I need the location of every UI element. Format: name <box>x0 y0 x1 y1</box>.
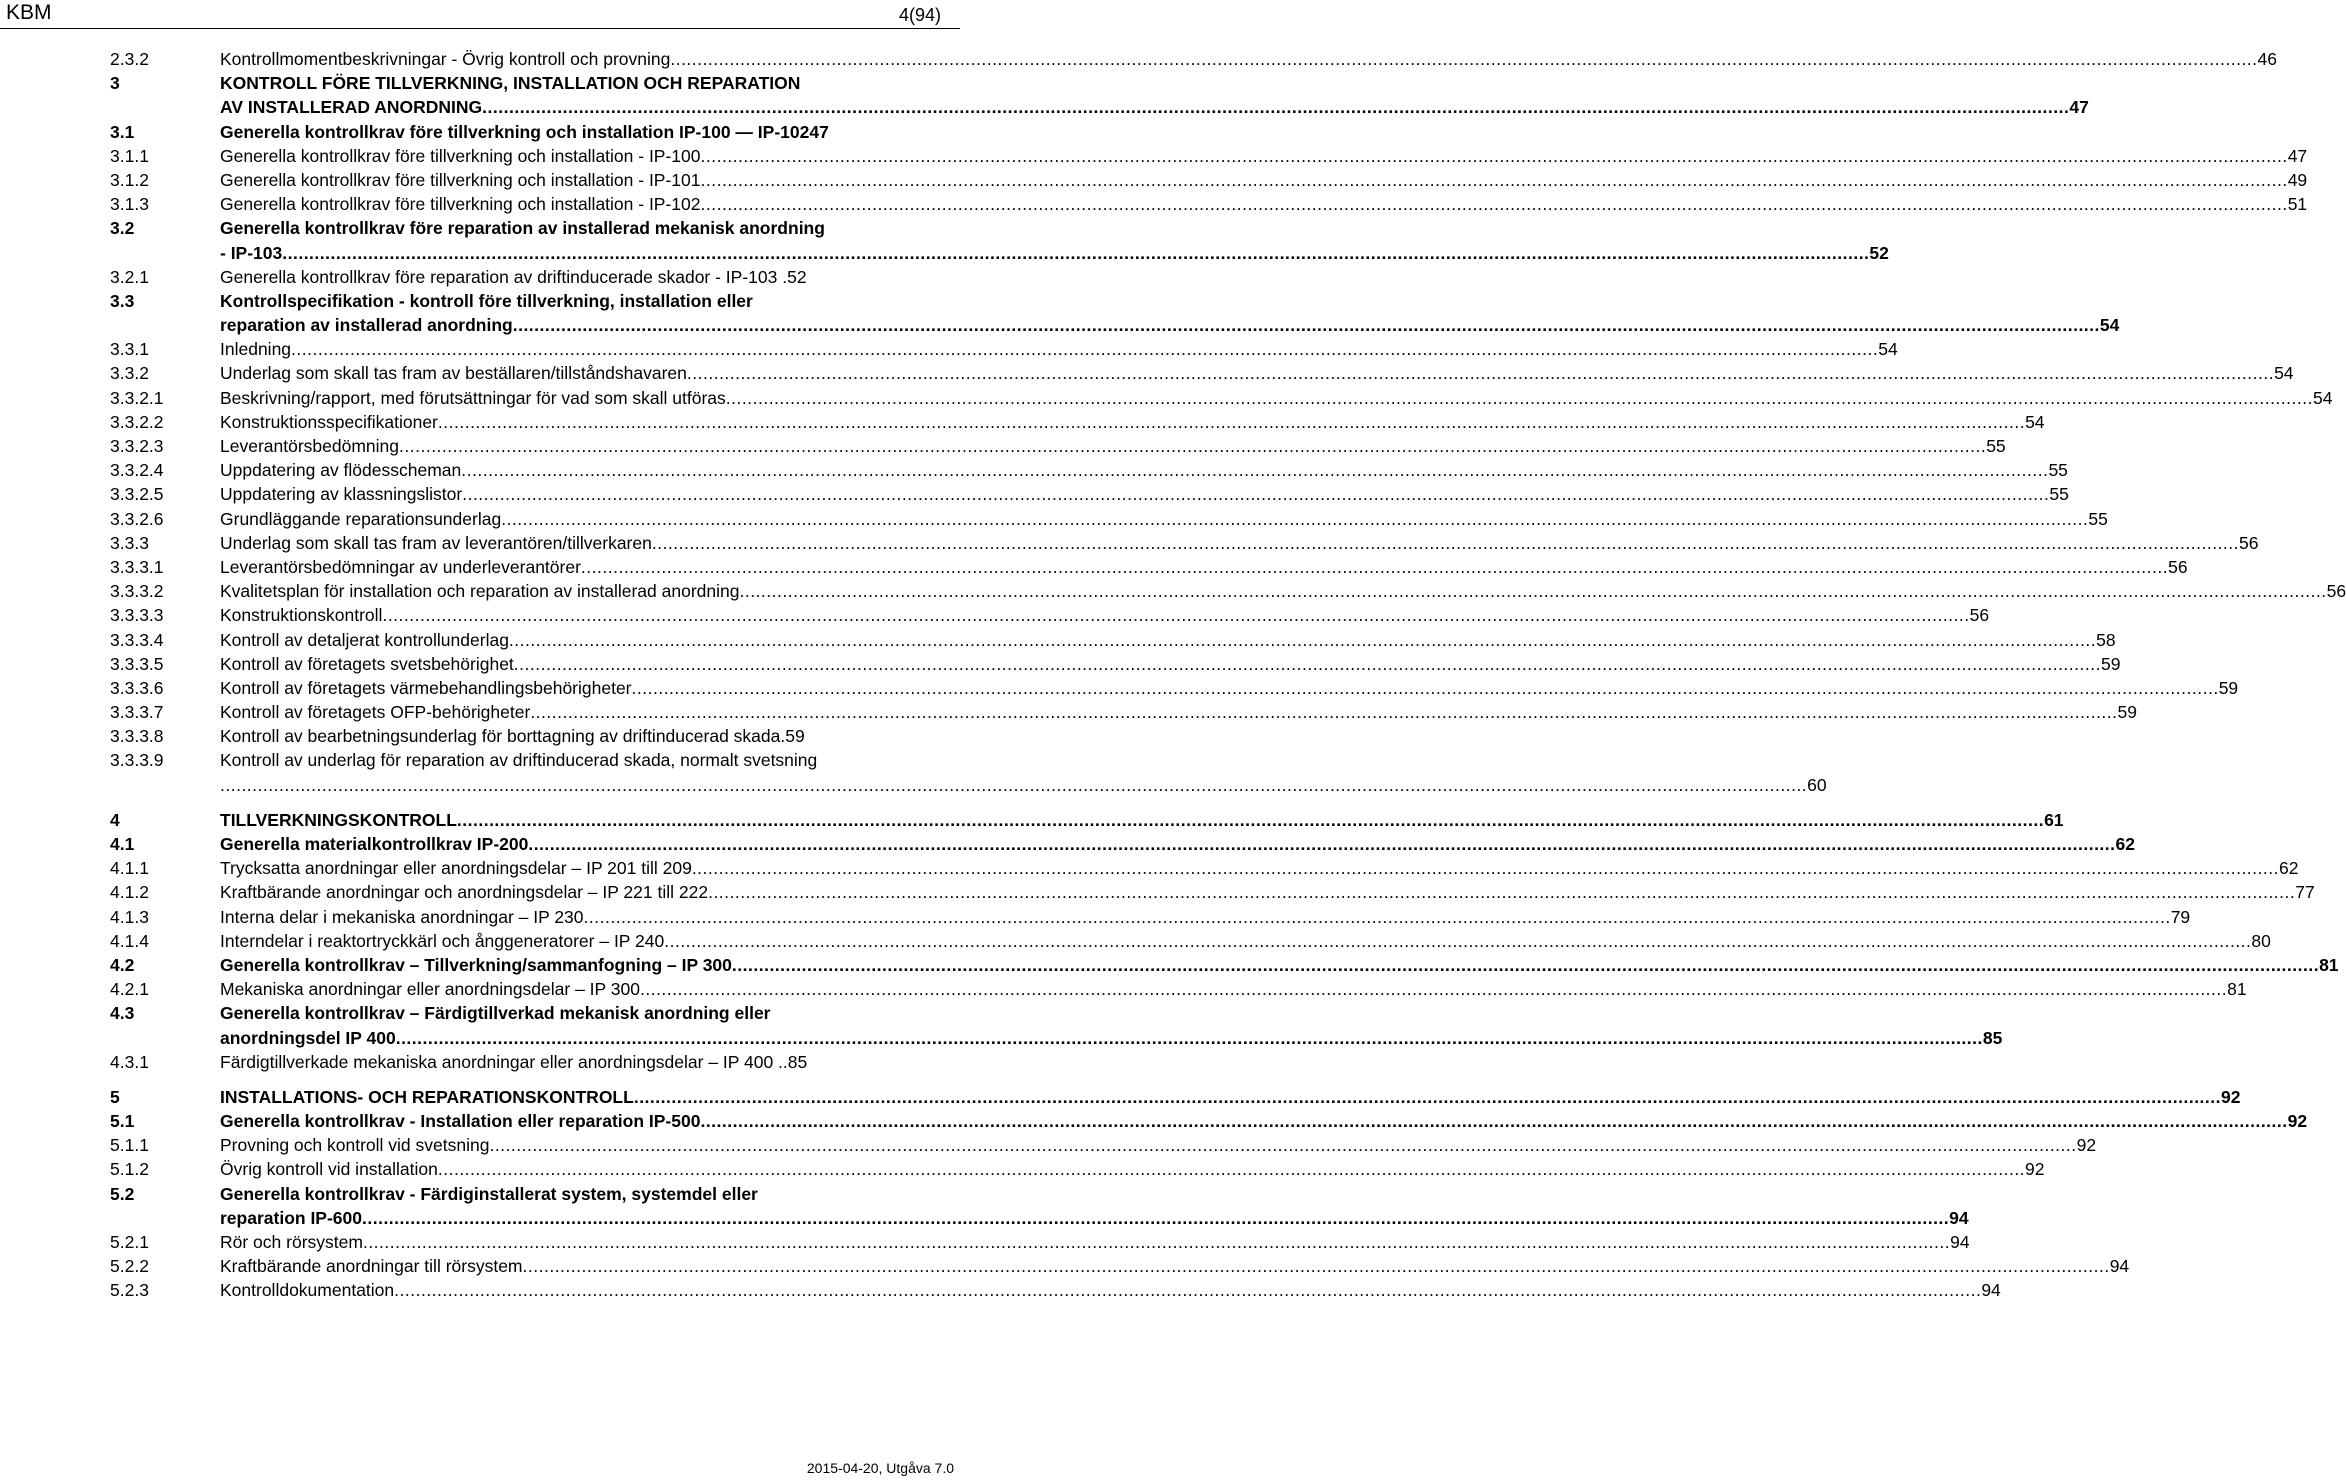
toc-entry-number: 5.2 <box>110 1183 135 1204</box>
toc-entry-number: 4.2 <box>110 954 135 975</box>
toc-entry-text-row <box>220 905 2191 929</box>
toc-entry-text-row <box>220 482 2069 506</box>
toc-entry[interactable] <box>110 507 2108 531</box>
toc-entry-title: Generella kontrollkrav före tillverkning och installation IP-100 — IP-10247 <box>220 121 829 142</box>
toc-leader-dots: ........................................................................................................................................................................................................................................................................................................ <box>530 702 2118 723</box>
toc-entry-number: 5.2.2 <box>110 1256 149 1277</box>
toc-leader-dots: ........................................................................................................................................................................................................................................................................................................ <box>580 556 2169 577</box>
toc-entry[interactable] <box>110 628 2116 652</box>
toc-entry-title: reparation IP-600 <box>220 1207 362 1228</box>
toc-entry[interactable] <box>110 265 924 289</box>
toc-entry-title: Kontroll av företagets svetsbehörighet <box>220 653 514 674</box>
toc-entry-title: Beskrivning/rapport, med förutsättningar för vad som skall utföras <box>220 387 726 408</box>
toc-entry-title: Kontrollmomentbeskrivningar - Övrig kontroll och provning <box>220 49 671 69</box>
toc-entry-number: 3.3.2.1 <box>110 387 164 408</box>
footer-date-edition: 2015-04-20, Utgåva 7.0 <box>806 1460 954 1476</box>
toc-entry-title: Uppdatering av flödesscheman <box>220 460 462 481</box>
toc-entry-page: 62 <box>2115 834 2135 854</box>
toc-entry[interactable] <box>110 929 2271 953</box>
toc-leader-dots: ........................................................................................................................................................................................................................................................................................................ <box>508 629 2097 650</box>
toc-entry-number: 3.3.2 <box>110 363 149 384</box>
toc-entry-title: Rör och rörsystem <box>220 1232 363 1252</box>
toc-entry-continuation[interactable] <box>110 773 1827 797</box>
toc-leader-dots: ........................................................................................................................................................................................................................................................................................................ <box>700 145 2288 166</box>
toc-entry[interactable] <box>110 458 2068 482</box>
toc-entry-number: 3.2 <box>110 218 135 239</box>
toc-entry[interactable] <box>110 410 2045 434</box>
toc-entry-continuation[interactable] <box>110 241 1889 265</box>
toc-entry[interactable] <box>110 856 2299 880</box>
toc-entry-number: 4.1.4 <box>110 930 149 951</box>
toc-entry-number: 3.3.2.4 <box>110 460 164 481</box>
toc-leader-dots: ........................................................................................................................................................................................................................................................................................................ <box>395 1027 1983 1048</box>
toc-entry-text-row <box>220 458 2068 482</box>
toc-entry-text-row <box>220 531 2259 555</box>
toc-leader-dots: ........................................................................................................................................................................................................................................................................................................ <box>220 774 1808 795</box>
toc-entry-text-row <box>220 47 2277 71</box>
toc-entry-continuation[interactable] <box>110 1206 1969 1230</box>
toc-leader-dots: ........................................................................................................................................................................................................................................................................................................ <box>739 581 2327 602</box>
toc-leader-dots: ........................................................................................................................................................................................................................................................................................................ <box>583 906 2171 927</box>
toc-entry-number: 4 <box>110 809 120 830</box>
toc-leader-dots: ........................................................................................................................................................................................................................................................................................................ <box>291 339 1879 360</box>
toc-entry[interactable] <box>110 1157 2045 1181</box>
toc-entry-text-row <box>220 434 2006 458</box>
toc-entry-number: 5.1 <box>110 1111 135 1132</box>
toc-entry-page: 85 <box>1982 1027 2003 1048</box>
toc-entry-number: 4.1.1 <box>110 858 149 879</box>
toc-entry-text-row <box>220 313 2120 337</box>
toc-entry-number: 3.1 <box>110 121 135 142</box>
toc-entry-title: Generella kontrollkrav före reparation av driftinducerade skador - IP-103 .52 <box>220 266 807 287</box>
toc-leader-dots: ........................................................................................................................................................................................................................................................................................................ <box>700 1111 2288 1132</box>
toc-entry-number: 5.2.1 <box>110 1232 149 1252</box>
toc-leader-dots: ........................................................................................................................................................................................................................................................................................................ <box>522 1256 2110 1277</box>
toc-entry-text-row <box>220 977 2247 1001</box>
toc-entry-number: 4.1.3 <box>110 906 149 927</box>
toc-entry-title: Kraftbärande anordningar till rörsystem <box>220 1256 523 1277</box>
toc-entry[interactable] <box>110 1182 924 1206</box>
toc-entry-title: Provning och kontroll vid svetsning <box>220 1135 490 1156</box>
toc-leader-dots: ........................................................................................................................................................................................................................................................................................................ <box>651 532 2240 553</box>
toc-entry-page: 55 <box>2088 508 2108 529</box>
toc-entry[interactable] <box>110 676 2239 700</box>
toc-leader-dots: ........................................................................................................................................................................................................................................................................................................ <box>394 1280 1982 1301</box>
toc-entry-text-row <box>220 241 1889 265</box>
toc-leader-dots: ........................................................................................................................................................................................................................................................................................................ <box>631 677 2219 698</box>
toc-entry-title: Interndelar i reaktortryckkärl och ånggeneratorer – IP 240 <box>220 930 665 951</box>
toc-leader-dots: ........................................................................................................................................................................................................................................................................................................ <box>456 809 2045 830</box>
toc-entry-text-row <box>220 144 2308 168</box>
toc-entry-title: - IP-103 <box>220 242 283 263</box>
toc-entry-title: Kvalitetsplan för installation och reparation av installerad anordning <box>220 581 740 602</box>
toc-entry[interactable] <box>110 579 2346 603</box>
toc-entry-number: 3.1.2 <box>110 169 149 190</box>
toc-entry-text-row <box>220 361 2294 385</box>
toc-entry-text-row <box>220 386 2333 410</box>
toc-entry-text-row <box>220 603 1990 627</box>
toc-entry-page: 54 <box>2274 363 2294 384</box>
toc-leader-dots: ........................................................................................................................................................................................................................................................................................................ <box>362 1207 1950 1228</box>
toc-entry-number: 3.3 <box>110 290 135 311</box>
toc-entry[interactable] <box>110 216 924 240</box>
toc-entry-title: Kraftbärande anordningar och anordningsdelar – IP 221 till 222 <box>220 882 709 903</box>
toc-entry-page: 54 <box>1878 339 1898 360</box>
toc-entry-continuation[interactable] <box>110 1026 2003 1050</box>
toc-entry-page: 47 <box>2287 145 2308 166</box>
toc-entry[interactable] <box>110 168 2308 192</box>
toc-entry-text-row <box>220 579 2346 603</box>
toc-entry-number: 4.1.2 <box>110 882 149 903</box>
toc-entry[interactable] <box>110 1278 2001 1302</box>
toc-entry-page: 59 <box>2218 677 2239 698</box>
toc-entry-title: Leverantörsbedömning <box>220 436 400 456</box>
toc-entry-title: Uppdatering av klassningslistor <box>220 484 463 505</box>
toc-entry-page: 55 <box>2049 484 2069 505</box>
toc-leader-dots: ........................................................................................................................................................................................................................................................................................................ <box>528 834 2116 854</box>
toc-leader-dots: ........................................................................................................................................................................................................................................................................................................ <box>700 194 2288 215</box>
toc-entry-text-row <box>220 192 2308 216</box>
toc-entry-title: Grundläggande reparationsunderlag <box>220 508 502 529</box>
toc-entry-text-row <box>220 700 2137 724</box>
toc-entry-page: 94 <box>2109 1256 2130 1277</box>
toc-entry-title: Generella kontrollkrav - Färdiginstallerat system, systemdel eller <box>220 1183 758 1204</box>
toc-entry-text-row <box>220 1026 2003 1050</box>
toc-entry-page: 56 <box>2168 556 2188 577</box>
toc-entry-title: Generella kontrollkrav före reparation av installerad mekanisk anordning <box>220 218 825 239</box>
toc-entry[interactable] <box>110 361 2294 385</box>
table-of-contents <box>110 47 2346 1303</box>
toc-entry-text-row <box>220 808 2064 832</box>
toc-entry-title: Kontrollspecifikation - kontroll före tillverkning, installation eller <box>220 290 753 311</box>
toc-entry-title: AV INSTALLERAD ANORDNING <box>220 97 483 118</box>
toc-entry-page: 92 <box>2287 1111 2308 1132</box>
toc-entry[interactable] <box>110 482 2069 506</box>
toc-entry-text-row <box>220 1085 2241 1109</box>
toc-entry-title: Konstruktionsspecifikationer <box>220 411 438 432</box>
toc-entry-page: 77 <box>2295 882 2315 903</box>
toc-entry-title: Kontroll av underlag för reparation av driftinducerad skada, normalt svetsning <box>220 750 818 771</box>
toc-entry[interactable] <box>110 1254 2130 1278</box>
toc-entry-text-row <box>220 1278 2001 1302</box>
toc-entry-page: 58 <box>2096 629 2116 650</box>
toc-entry-number: 3.3.3.4 <box>110 629 164 650</box>
toc-leader-dots: ........................................................................................................................................................................................................................................................................................................ <box>437 411 2026 432</box>
toc-entry-number: 3.3.3.5 <box>110 653 164 674</box>
toc-leader-dots: ........................................................................................................................................................................................................................................................................................................ <box>482 97 2070 118</box>
toc-entry[interactable] <box>110 1133 2097 1157</box>
toc-entry-page: 92 <box>2076 1135 2097 1156</box>
toc-entry-title: Generella kontrollkrav - Installation eller reparation IP-500 <box>220 1111 701 1132</box>
toc-entry-number: 5.1.2 <box>110 1159 149 1180</box>
toc-entry-number: 3.3.2.3 <box>110 436 164 456</box>
toc-entry-title: Underlag som skall tas fram av beställaren/tillståndshavaren <box>220 363 687 384</box>
toc-entry[interactable] <box>110 1230 1970 1254</box>
toc-entry[interactable] <box>110 808 2064 832</box>
toc-leader-dots: ........................................................................................................................................................................................................................................................................................................ <box>382 605 1970 626</box>
toc-entry-text-row <box>220 410 2045 434</box>
toc-leader-dots: ........................................................................................................................................................................................................................................................................................................ <box>501 508 2089 529</box>
toc-entry-text-row <box>220 95 2089 119</box>
toc-entry[interactable] <box>110 71 924 95</box>
toc-entry-page: 54 <box>2025 411 2045 432</box>
toc-entry-title: Kontroll av detaljerat kontrollunderlag <box>220 629 509 650</box>
toc-entry[interactable] <box>110 832 2135 856</box>
toc-entry-title: Övrig kontroll vid installation <box>220 1159 438 1180</box>
toc-entry-page: 55 <box>1986 436 2006 456</box>
toc-leader-dots: ........................................................................................................................................................................................................................................................................................................ <box>639 979 2228 1000</box>
toc-leader-dots: ........................................................................................................................................................................................................................................................................................................ <box>362 1232 1951 1252</box>
toc-leader-dots: ........................................................................................................................................................................................................................................................................................................ <box>700 169 2288 190</box>
toc-entry-page: 79 <box>2170 906 2191 927</box>
toc-entry-text-row <box>220 1109 2308 1133</box>
toc-entry-number: 3.1.3 <box>110 194 149 215</box>
toc-entry[interactable] <box>110 905 2191 929</box>
toc-entry-page: 54 <box>2312 387 2333 408</box>
toc-leader-dots: ........................................................................................................................................................................................................................................................................................................ <box>633 1086 2221 1107</box>
toc-entry-page: 59 <box>2100 653 2121 674</box>
toc-entry-text-row <box>220 676 2239 700</box>
toc-entry-title: Leverantörsbedömningar av underleverantörer <box>220 556 581 577</box>
toc-entry[interactable] <box>110 120 924 144</box>
toc-entry-number: 3.3.2.6 <box>110 508 164 529</box>
toc-entry-page: 61 <box>2044 809 2064 830</box>
toc-entry-page: 55 <box>2048 460 2068 481</box>
toc-leader-dots: ........................................................................................................................................................................................................................................................................................................ <box>282 242 1870 263</box>
toc-entry-title: Generella kontrollkrav före tillverkning och installation - IP-102 <box>220 194 701 215</box>
toc-entry-title: KONTROLL FÖRE TILLVERKNING, INSTALLATION OCH REPARATION <box>220 73 801 94</box>
toc-entry-page: 46 <box>2257 49 2277 69</box>
toc-entry[interactable] <box>110 652 2121 676</box>
toc-entry-page: 54 <box>2099 315 2120 336</box>
toc-entry-number: 3.3.3.6 <box>110 677 164 698</box>
toc-entry-text-row <box>220 1157 2045 1181</box>
toc-entry-page: 59 <box>2117 702 2137 723</box>
toc-entry-number: 3.2.1 <box>110 266 149 287</box>
toc-entry-number: 3.3.2.5 <box>110 484 164 505</box>
toc-entry[interactable] <box>110 531 2259 555</box>
toc-entry[interactable] <box>110 880 2315 904</box>
toc-leader-dots: ........................................................................................................................................................................................................................................................................................................ <box>461 460 2049 481</box>
toc-entry-number: 4.1 <box>110 834 135 854</box>
toc-entry-page: 94 <box>1950 1232 1970 1252</box>
toc-entry-number: 3.3.3 <box>110 532 149 553</box>
toc-leader-dots: ........................................................................................................................................................................................................................................................................................................ <box>512 315 2100 336</box>
toc-entry-number: 3.1.1 <box>110 145 149 166</box>
toc-entry-title: Kontroll av företagets värmebehandlingsbehörigheter <box>220 677 632 698</box>
toc-entry-page: 80 <box>2251 930 2271 951</box>
toc-entry-text-row <box>220 1206 1969 1230</box>
toc-entry-page: 56 <box>1969 605 1990 626</box>
toc-entry-number: 4.3.1 <box>110 1051 149 1072</box>
toc-entry-number: 3.3.3.2 <box>110 581 164 602</box>
toc-entry-page: 49 <box>2287 169 2308 190</box>
toc-entry-page: 52 <box>1869 242 1889 263</box>
toc-entry-text-row <box>220 832 2135 856</box>
page-number: 4(94) <box>898 5 941 25</box>
toc-entry-title: Underlag som skall tas fram av leverantören/tillverkaren <box>220 532 652 553</box>
toc-entry-number: 3.3.3.9 <box>110 750 164 771</box>
toc-entry-number: 3.3.3.1 <box>110 556 164 577</box>
toc-entry[interactable] <box>110 700 2137 724</box>
toc-leader-dots: ........................................................................................................................................................................................................................................................................................................ <box>437 1159 2026 1180</box>
toc-entry-page: 92 <box>2221 1086 2241 1107</box>
toc-entry[interactable] <box>110 47 2277 71</box>
toc-entry-page: 92 <box>2025 1159 2045 1180</box>
toc-entry-continuation[interactable] <box>110 95 2089 119</box>
toc-leader-dots: ........................................................................................................................................................................................................................................................................................................ <box>513 653 2101 674</box>
toc-entry-page: 51 <box>2287 194 2308 215</box>
toc-entry-number: 3.3.2.2 <box>110 411 164 432</box>
toc-entry[interactable] <box>110 434 2006 458</box>
toc-entry-text-row <box>220 168 2308 192</box>
toc-entry-page: 94 <box>1949 1207 1969 1228</box>
toc-entry[interactable] <box>110 1109 2308 1133</box>
toc-entry-title: TILLVERKNINGSKONTROLL <box>220 809 457 830</box>
toc-entry[interactable] <box>110 1001 924 1025</box>
toc-entry-page: 81 <box>2227 979 2247 1000</box>
toc-entry[interactable] <box>110 386 2333 410</box>
toc-entry-text-row <box>220 507 2108 531</box>
toc-entry-page: 94 <box>1981 1280 2001 1301</box>
toc-entry-title: Generella kontrollkrav före tillverkning och installation - IP-101 <box>220 169 701 190</box>
toc-entry-page: 60 <box>1807 774 1827 795</box>
toc-entry-number: 5 <box>110 1086 120 1107</box>
toc-leader-dots: ........................................................................................................................................................................................................................................................................................................ <box>462 484 2050 505</box>
toc-entry-title: Kontroll av bearbetningsunderlag för borttagning av driftinducerad skada.59 <box>220 726 805 747</box>
toc-entry[interactable] <box>110 555 2188 579</box>
toc-entry-text-row <box>220 856 2299 880</box>
toc-entry-title: Trycksatta anordningar eller anordningsdelar – IP 201 till 209 <box>220 858 692 879</box>
toc-entry-title: Konstruktionskontroll <box>220 605 383 626</box>
toc-entry[interactable] <box>110 953 2339 977</box>
toc-entry[interactable] <box>110 603 1990 627</box>
toc-entry-page: 47 <box>2069 97 2089 118</box>
toc-entry[interactable] <box>110 748 924 772</box>
toc-leader-dots: ........................................................................................................................................................................................................................................................................................................ <box>725 387 2313 408</box>
toc-entry[interactable] <box>110 1050 924 1074</box>
toc-entry-text-row <box>220 1133 2097 1157</box>
toc-entry-text-row <box>220 953 2339 977</box>
toc-leader-dots: ........................................................................................................................................................................................................................................................................................................ <box>686 363 2275 384</box>
toc-entry-number: 3.3.3.8 <box>110 726 164 747</box>
toc-entry-number: 5.1.1 <box>110 1135 149 1156</box>
toc-entry[interactable] <box>110 724 924 748</box>
toc-entry[interactable] <box>110 144 2308 168</box>
toc-entry-title: Generella kontrollkrav – Tillverkning/sammanfogning – IP 300 <box>220 954 732 975</box>
toc-entry-title: Kontroll av företagets OFP-behörigheter <box>220 702 531 723</box>
toc-entry-text-row <box>220 628 2116 652</box>
toc-entry-number: 4.3 <box>110 1003 135 1024</box>
toc-leader-dots: ........................................................................................................................................................................................................................................................................................................ <box>691 858 2279 879</box>
toc-entry[interactable] <box>110 289 924 313</box>
toc-entry-title: Inledning <box>220 339 292 360</box>
toc-entry-title: INSTALLATIONS- OCH REPARATIONSKONTROLL <box>220 1086 634 1107</box>
toc-entry[interactable] <box>110 1085 2241 1109</box>
toc-entry-title: Kontrolldokumentation <box>220 1280 395 1301</box>
toc-entry-text-row <box>220 929 2271 953</box>
toc-leader-dots: ........................................................................................................................................................................................................................................................................................................ <box>399 436 1987 456</box>
toc-entry-text-row <box>220 1254 2130 1278</box>
toc-entry-title: Generella materialkontrollkrav IP-200 <box>220 834 529 854</box>
toc-entry-title: Interna delar i mekaniska anordningar – IP 230 <box>220 906 584 927</box>
toc-entry-title: Mekaniska anordningar eller anordningsdelar – IP 300 <box>220 979 640 1000</box>
toc-entry-page: 56 <box>2326 581 2346 602</box>
toc-entry-text-row <box>220 652 2121 676</box>
toc-leader-dots: ........................................................................................................................................................................................................................................................................................................ <box>489 1135 2077 1156</box>
toc-entry-continuation[interactable] <box>110 313 2120 337</box>
toc-entry-number: 5.2.3 <box>110 1280 149 1301</box>
toc-entry-text-row <box>220 880 2315 904</box>
header-rule <box>0 28 960 29</box>
toc-entry-number: 3.3.1 <box>110 339 149 360</box>
toc-entry[interactable] <box>110 192 2308 216</box>
toc-entry-number: 3 <box>110 73 120 94</box>
toc-entry-number: 2.3.2 <box>110 49 149 69</box>
toc-leader-dots: ........................................................................................................................................................................................................................................................................................................ <box>708 882 2296 903</box>
toc-entry-title: anordningsdel IP 400 <box>220 1027 396 1048</box>
toc-leader-dots: ........................................................................................................................................................................................................................................................................................................ <box>731 954 2320 975</box>
toc-entry-number: 3.3.3.7 <box>110 702 164 723</box>
toc-entry-title: Generella kontrollkrav – Färdigtillverkad mekanisk anordning eller <box>220 1003 771 1024</box>
toc-leader-dots: ........................................................................................................................................................................................................................................................................................................ <box>670 49 2258 69</box>
toc-entry-page: 81 <box>2319 954 2339 975</box>
toc-entry[interactable] <box>110 337 1898 361</box>
toc-entry-title: Färdigtillverkade mekaniska anordningar eller anordningsdelar – IP 400 ..85 <box>220 1051 808 1072</box>
toc-entry[interactable] <box>110 977 2247 1001</box>
toc-entry-text-row <box>220 337 1898 361</box>
header-title: KBM <box>6 1 52 24</box>
toc-entry-page: 62 <box>2278 858 2299 879</box>
toc-entry-text-row <box>220 1230 1970 1254</box>
toc-entry-title: reparation av installerad anordning <box>220 315 513 336</box>
toc-entry-number: 4.2.1 <box>110 979 149 1000</box>
toc-entry-text-row <box>220 773 1827 797</box>
toc-entry-text-row <box>220 555 2188 579</box>
toc-leader-dots: ........................................................................................................................................................................................................................................................................................................ <box>664 930 2252 951</box>
toc-entry-title: Generella kontrollkrav före tillverkning och installation - IP-100 <box>220 145 701 166</box>
toc-entry-number: 3.3.3.3 <box>110 605 164 626</box>
toc-entry-page: 56 <box>2239 532 2259 553</box>
